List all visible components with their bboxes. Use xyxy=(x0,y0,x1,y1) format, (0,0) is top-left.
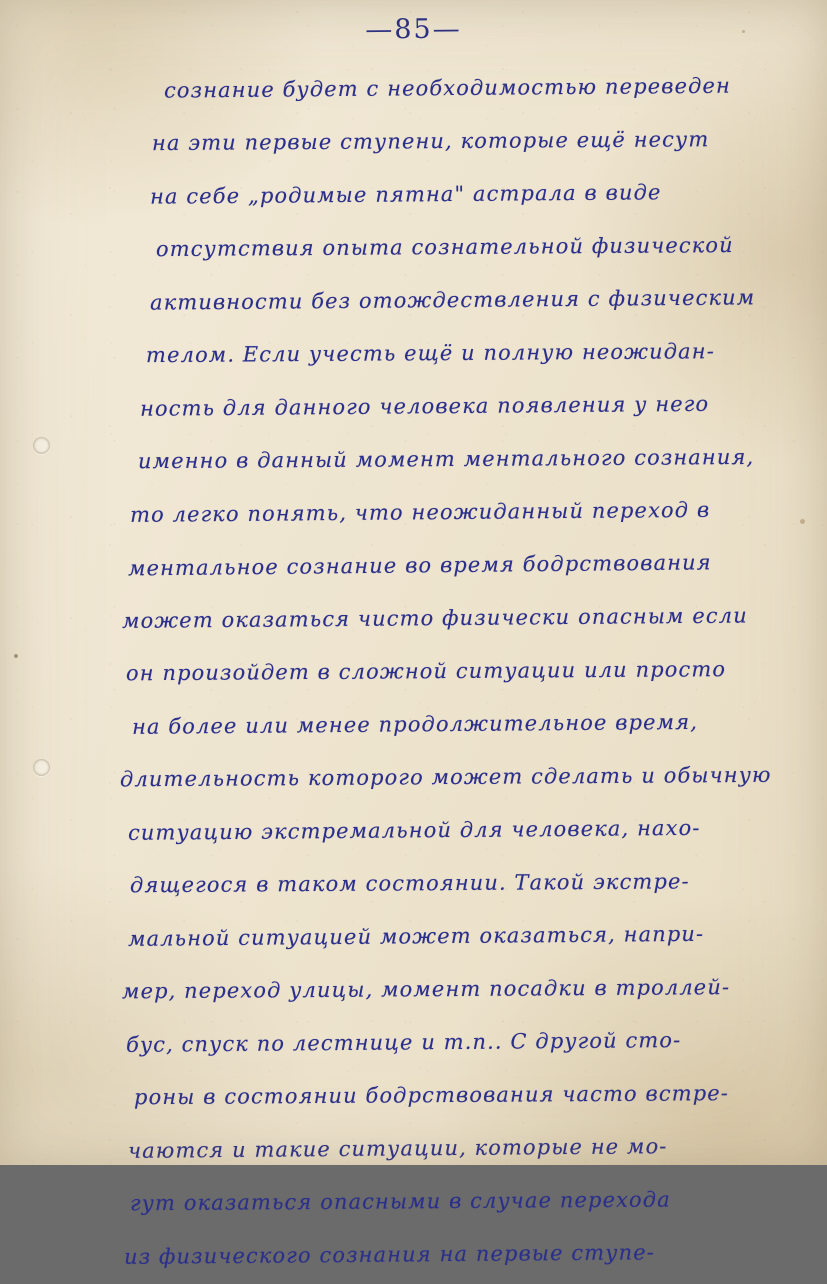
text-line: ситуацию экстремальной для человека, нахо- xyxy=(127,815,701,845)
page-number: —85— xyxy=(365,13,462,46)
punch-hole-bottom xyxy=(33,759,50,776)
paper-speck xyxy=(14,654,18,658)
text-line: активности без отождествления с физическим xyxy=(149,285,756,315)
text-line: на эти первые ступени, которые ещё несут xyxy=(151,127,710,156)
text-line: мальной ситуацией может оказаться, напри- xyxy=(127,921,705,951)
text-line: ментальное сознание во время бодрствования xyxy=(127,550,712,581)
text-line: на более или менее продолжительное время, xyxy=(131,709,699,739)
text-line: на себе „родимые пятна" астрала в виде xyxy=(149,180,662,209)
text-line: роны в состоянии бодрствования часто встре- xyxy=(133,1081,730,1110)
text-line: гут оказаться опасными в случае перехода xyxy=(129,1187,671,1216)
handwritten-body-text xyxy=(116,62,796,1281)
paper-speck xyxy=(800,519,805,524)
text-line: то легко понять, что неожиданный переход в xyxy=(129,497,711,527)
text-line: может оказаться чисто физически опасным если xyxy=(121,603,748,633)
text-line: бус, спуск по лестнице и т.п.. С другой сто- xyxy=(125,1028,682,1057)
text-line: чаются и такие ситуации, которые не мо- xyxy=(127,1134,668,1163)
text-line: из физического сознания на первые ступе- xyxy=(123,1240,655,1269)
punch-hole-top xyxy=(33,437,50,454)
text-line: мер, переход улицы, момент посадки в троллей- xyxy=(121,975,731,1004)
text-line: дящегося в таком состоянии. Такой экстре- xyxy=(129,869,690,898)
text-line: именно в данный момент ментального сознания, xyxy=(137,444,755,474)
text-line: он произойдет в сложной ситуации или просто xyxy=(125,657,727,686)
text-line: отсутствия опыта сознательной физической xyxy=(155,233,734,262)
text-line: ность для данного человека появления у него xyxy=(139,391,710,421)
text-line: телом. Если учесть ещё и полную неожидан- xyxy=(145,339,715,368)
text-line: сознание будет с необходимостью переведен xyxy=(163,73,732,103)
text-line: длительность которого может сделать и обычную xyxy=(119,762,772,792)
